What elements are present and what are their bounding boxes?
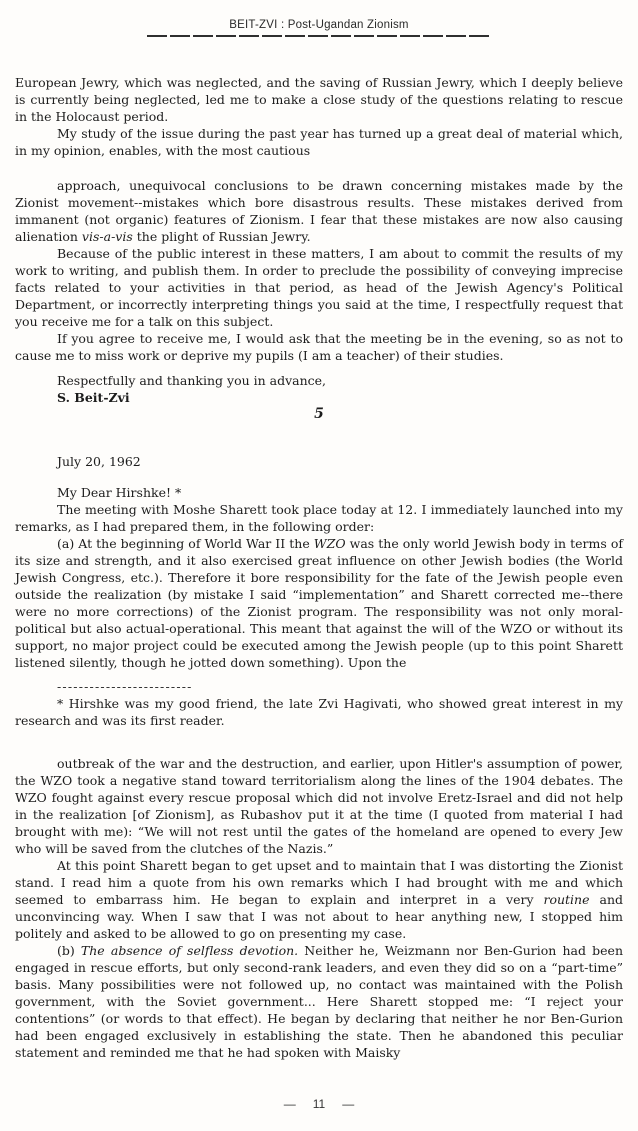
section-number: 5 xyxy=(314,405,324,422)
paragraph-footnote: * Hirshke was my good friend, the late Zvi Hagivati, who showed great interest in my research and was its first reader. xyxy=(15,695,623,728)
page-footer xyxy=(0,1097,638,1111)
paragraph-salutation: My Dear Hirshke! * xyxy=(57,484,182,500)
running-header-title: BEIT-ZVI : Post-Ugandan Zionism xyxy=(229,19,409,31)
footnote-separator: ------------------------- xyxy=(57,678,193,694)
footer-dash-left: — xyxy=(283,1097,296,1111)
paragraph-outbreak: outbreak of the war and the destruction, and earlier, upon Hitler's assumption of power, the WZO took a negative stand toward territorialism along the lines of the 1904 debates. The WZO fought against every rescue proposal which did not involve Eretz-Israel and did not help in the realization [of Zionism], as Rubashov put it at the time (I quoted from material I had brought with me): “We will not rest until the gates of the homeland are opened to every Jew who will be saved from the clutches of the Nazis.” xyxy=(15,755,623,856)
paragraph-meeting: The meeting with Moshe Sharett took place today at 12. I immediately launched into my remarks, as I had prepared them, in the following order: xyxy=(15,501,623,534)
paragraph-sharett-upset: At this point Sharett began to get upset and to maintain that I was distorting the Zionist stand. I read him a quote from his own remarks which I had brought with me and which seemed to embarrass him. He began to explain and interpret in a very routine and unconvincing way. When I saw that I was not about to hear anything new, I stopped him politely and asked to be allowed to go on presenting my case. xyxy=(15,857,623,941)
paragraph-approach: approach, unequivocal conclusions to be drawn concerning mistakes made by the Zionist movement--mistakes which bore disastrous results. These mistakes derived from immanent (not organic) features of Zionism. I fear that these mistakes are now also causing alienation vis-a-vis the plight of Russian Jewry. xyxy=(15,177,623,244)
header-rule xyxy=(147,35,491,37)
paragraph-closing: Respectfully and thanking you in advance, xyxy=(57,372,327,388)
paragraph-date: July 20, 1962 xyxy=(57,453,141,469)
footer-dash-right: — xyxy=(342,1097,355,1111)
paragraph-public-interest: Because of the public interest in these matters, I am about to commit the results of my work to writing, and publish them. In order to preclude the possibility of conveying imprecise facts related to your activities in that period, as head of the Jewish Agency's Political Department, or incorrectly interpreting things you said at the time, I respectfully request that you receive me for a talk on this subject. xyxy=(15,245,623,329)
paragraph-opening: European Jewry, which was neglected, and the saving of Russian Jewry, which I deeply believe is currently being neglected, led me to make a close study of the questions relating to rescue in the Holocaust period. xyxy=(15,74,623,124)
paragraph-study: My study of the issue during the past year has turned up a great deal of material which, in my opinion, enables, with the most cautious xyxy=(15,125,623,158)
page-header xyxy=(0,0,638,37)
paragraph-point-b: (b) The absence of selfless devotion. Neither he, Weizmann nor Ben-Gurion had been engaged in rescue efforts, but only second-rank leaders, and even they did so on a “part-time” basis. Many possibilities were not followed up, no contact was maintained with the Polish government, with the Soviet government... Here Sharett stopped me: “I reject your contentions” (or words to that effect). He began by declaring that neither he nor Ben-Gurion had been engaged exclusively in establishing the state. Then he abandoned this peculiar statement and reminded me that he had spoken with Maisky xyxy=(15,942,624,1060)
page-body xyxy=(0,74,638,1061)
page-number: 11 xyxy=(312,1097,326,1111)
paragraph-meeting-request: If you agree to receive me, I would ask that the meeting be in the evening, so as not to cause me to miss work or deprive my pupils (I am a teacher) of their studies. xyxy=(15,330,623,363)
paragraph-signature: S. Beit-Zvi xyxy=(57,389,130,405)
paragraph-point-a: (a) At the beginning of World War II the WZO was the only world Jewish body in terms of its size and strength, and it also exercised great influence on other Jewish bodies (the World Jewish Congress, etc.). Therefore it bore responsibility for the fate of the Jewish people even outside the realization (by mistake I said “implementation” and Sharett corrected me--there were no more corrections) of the Zionist program. The responsibility was not only moral-political but also actual-operational. This meant that against the will of the WZO or without its support, no major project could be executed among the Jewish people (up to this point Sharett listened silently, though he jotted down something). Upon the xyxy=(15,535,623,670)
